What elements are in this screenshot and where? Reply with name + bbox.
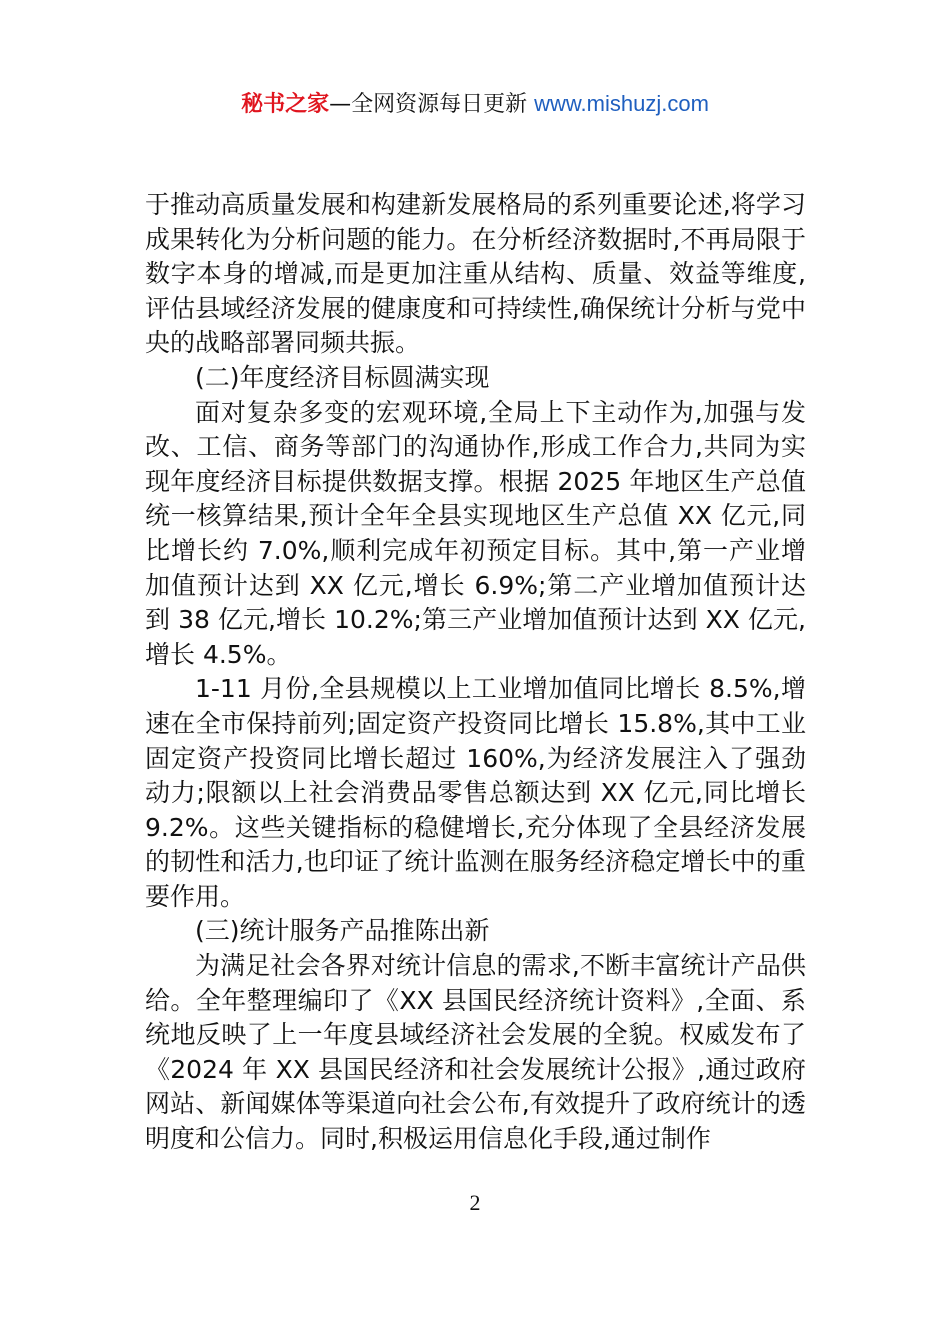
site-url[interactable]: www.mishuzj.com xyxy=(534,91,709,116)
site-tagline: —全网资源每日更新 xyxy=(329,92,535,117)
page-number: 2 xyxy=(469,1190,481,1215)
body-paragraph: 为满足社会各界对统计信息的需求,不断丰富统计产品供给。全年整理编印了《XX 县国民经济统计资料》,全面、系统地反映了上一年度县域经济社会发展的全貌。权威发布了《2024 年 XX 县国民经济和社会发展统计公报》,通过政府网站、新闻媒体等渠道向社会公布,有效提升了政府统计的透明度和公信力。同时,积极运用信息化手段,通过制作 xyxy=(145,951,806,1154)
section-heading: (三)统计服务产品推陈出新 xyxy=(195,916,490,946)
section-heading: (二)年度经济目标圆满实现 xyxy=(195,362,490,392)
body-paragraph: 面对复杂多变的宏观环境,全局上下主动作为,加强与发改、工信、商务等部门的沟通协作,形成工作合力,共同为实现年度经济目标提供数据支撑。根据 2025 年地区生产总值统一核算结果,预计全年全县实现地区生产总值 XX 亿元,同比增长约 7.0%,顺利完成年初预定目标。其中,第一产业增加值预计达到 XX 亿元,增长 6.9%;第二产业增加值预计达到 38 亿元,增长 10.2%;第三产业增加值预计达到 XX 亿元,增长 4.5%。 xyxy=(145,397,806,669)
body-paragraph: 1-11 月份,全县规模以上工业增加值同比增长 8.5%,增速在全市保持前列;固定资产投资同比增长 15.8%,其中工业固定资产投资同比增长超过 160%,为经济发展注入了强劲动力;限额以上社会消费品零售总额达到 XX 亿元,同比增长 9.2%。这些关键指标的稳健增长,充分体现了全县经济发展的韧性和活力,也印证了统计监测在服务经济稳定增长中的重要作用。 xyxy=(145,674,806,911)
body-paragraph: 于推动高质量发展和构建新发展格局的系列重要论述,将学习成果转化为分析问题的能力。在分析经济数据时,不再局限于数字本身的增减,而是更加注重从结构、质量、效益等维度,评估县域经济发展的健康度和可持续性,确保统计分析与党中央的战略部署同频共振。 xyxy=(145,190,806,358)
document-body xyxy=(145,188,806,1157)
site-header xyxy=(0,86,950,123)
site-brand: 秘书之家 xyxy=(241,92,330,117)
